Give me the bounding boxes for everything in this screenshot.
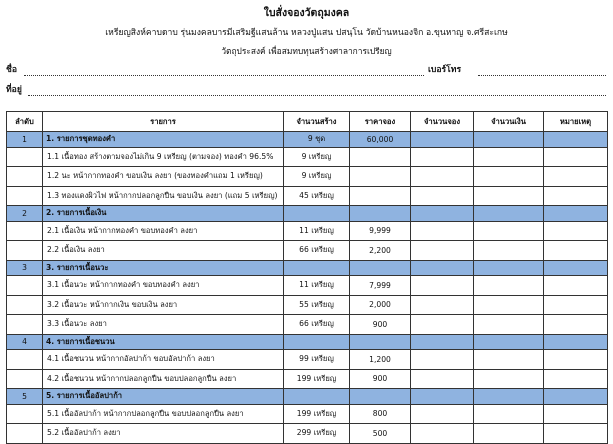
order-count-cell[interactable]: [411, 295, 474, 315]
order-count-cell: [411, 132, 474, 148]
item-price: 900: [350, 369, 411, 389]
item-price: 900: [350, 315, 411, 335]
note-cell[interactable]: [544, 404, 608, 424]
section-row: [7, 132, 608, 148]
note-cell[interactable]: [544, 241, 608, 261]
item-price: [350, 167, 411, 187]
section-number: 4: [7, 334, 43, 350]
amount-cell[interactable]: [474, 186, 544, 206]
item-quantity: 199 เหรียญ: [284, 404, 350, 424]
column-header: จำนวนจอง: [411, 112, 474, 132]
row-number-cell: [7, 404, 43, 424]
note-cell[interactable]: [544, 147, 608, 167]
note-cell: [544, 132, 608, 148]
note-cell[interactable]: [544, 424, 608, 444]
section-price: 60,000: [350, 132, 411, 148]
section-name: 5. รายการเนื้ออัลปาก้า: [43, 389, 284, 405]
amount-cell: [474, 132, 544, 148]
address-field[interactable]: [28, 94, 606, 96]
section-quantity: 9 ชุด: [284, 132, 350, 148]
table-row: [7, 276, 608, 296]
note-cell: [544, 260, 608, 276]
table-row: [7, 167, 608, 187]
amount-cell[interactable]: [474, 369, 544, 389]
row-number-cell: [7, 167, 43, 187]
order-count-cell[interactable]: [411, 167, 474, 187]
note-cell: [544, 389, 608, 405]
order-count-cell: [411, 389, 474, 405]
section-number: 5: [7, 389, 43, 405]
note-cell[interactable]: [544, 186, 608, 206]
item-price: 1,200: [350, 350, 411, 370]
row-number-cell: [7, 241, 43, 261]
item-quantity: 11 เหรียญ: [284, 276, 350, 296]
row-number-cell: [7, 276, 43, 296]
page-title: ใบสั่งจองวัตถุมงคล: [263, 7, 350, 19]
note-cell[interactable]: [544, 167, 608, 187]
row-number-cell: [7, 350, 43, 370]
item-price: 7,999: [350, 276, 411, 296]
item-quantity: 199 เหรียญ: [284, 369, 350, 389]
amount-cell[interactable]: [474, 404, 544, 424]
item-name: 1.3 ทองแดงผิวไฟ หน้ากากปลอกลูกปืน ขอบเงิน ลงยา (แถม 5 เหรียญ): [43, 186, 284, 206]
name-field[interactable]: [24, 74, 424, 76]
table-row: [7, 186, 608, 206]
item-quantity: 299 เหรียญ: [284, 424, 350, 444]
amount-cell: [474, 334, 544, 350]
order-count-cell: [411, 260, 474, 276]
item-quantity: 11 เหรียญ: [284, 221, 350, 241]
amount-cell[interactable]: [474, 350, 544, 370]
amount-cell: [474, 260, 544, 276]
amount-cell[interactable]: [474, 295, 544, 315]
item-name: 2.1 เนื้อเงิน หน้ากากทองคำ ขอบทองคำ ลงยา: [43, 221, 284, 241]
item-quantity: 55 เหรียญ: [284, 295, 350, 315]
page-subtitle: เหรียญสิงห์คาบดาบ รุ่นมงคลบารมีเสริมฐีแสนล้าน หลวงปู่แสน ปสนฺโน วัดบ้านหนองจิก อ.ขุนหาญ จ.ศรีสะเกษ: [105, 28, 508, 38]
order-count-cell[interactable]: [411, 221, 474, 241]
order-count-cell[interactable]: [411, 186, 474, 206]
amount-cell: [474, 206, 544, 222]
section-quantity: [284, 389, 350, 405]
column-header: จำนวนสร้าง: [284, 112, 350, 132]
item-name: 4.1 เนื้อชนวน หน้ากากอัลปาก้า ขอบอัลปาก้า ลงยา: [43, 350, 284, 370]
column-header: ราคาจอง: [350, 112, 411, 132]
column-header: จำนวนเงิน: [474, 112, 544, 132]
section-name: 1. รายการชุดทองคำ: [43, 132, 284, 148]
section-price: [350, 260, 411, 276]
section-row: [7, 260, 608, 276]
amount-cell[interactable]: [474, 221, 544, 241]
item-quantity: 99 เหรียญ: [284, 350, 350, 370]
order-count-cell[interactable]: [411, 350, 474, 370]
order-table: [6, 111, 608, 444]
order-count-cell[interactable]: [411, 315, 474, 335]
address-label: ที่อยู่: [6, 85, 22, 95]
row-number-cell: [7, 221, 43, 241]
item-name: 3.3 เนื้อนวะ ลงยา: [43, 315, 284, 335]
order-count-cell[interactable]: [411, 276, 474, 296]
item-name: 1.1 เนื้อทอง สร้างตามจองไม่เกิน 9 เหรียญ (ตามจอง) ทองคำ 96.5%: [43, 147, 284, 167]
amount-cell[interactable]: [474, 315, 544, 335]
table-row: [7, 350, 608, 370]
item-price: 500: [350, 424, 411, 444]
section-number: 3: [7, 260, 43, 276]
row-number-cell: [7, 186, 43, 206]
item-name: 4.2 เนื้อชนวน หน้ากากปลอกลูกปืน ขอบปลอกลูกปืน ลงยา: [43, 369, 284, 389]
section-row: [7, 389, 608, 405]
item-name: 5.2 เนื้ออัลปาก้า ลงยา: [43, 424, 284, 444]
table-body: [7, 132, 608, 444]
order-count-cell: [411, 206, 474, 222]
table-row: [7, 404, 608, 424]
note-cell[interactable]: [544, 276, 608, 296]
section-quantity: [284, 334, 350, 350]
amount-cell[interactable]: [474, 167, 544, 187]
order-count-cell[interactable]: [411, 147, 474, 167]
column-header: หมายเหตุ: [544, 112, 608, 132]
order-count-cell: [411, 334, 474, 350]
section-name: 3. รายการเนื้อนวะ: [43, 260, 284, 276]
column-header: ลำดับ: [7, 112, 43, 132]
note-cell[interactable]: [544, 369, 608, 389]
note-cell[interactable]: [544, 295, 608, 315]
note-cell[interactable]: [544, 315, 608, 335]
section-quantity: [284, 206, 350, 222]
phone-field[interactable]: [478, 74, 606, 76]
section-price: [350, 334, 411, 350]
section-number: 2: [7, 206, 43, 222]
section-quantity: [284, 260, 350, 276]
section-price: [350, 206, 411, 222]
item-name: 5.1 เนื้ออัลปาก้า หน้ากากปลอกลูกปืน ขอบปลอกลูกปืน ลงยา: [43, 404, 284, 424]
item-quantity: 66 เหรียญ: [284, 241, 350, 261]
item-quantity: 66 เหรียญ: [284, 315, 350, 335]
item-price: [350, 186, 411, 206]
table-row: [7, 369, 608, 389]
section-row: [7, 334, 608, 350]
amount-cell[interactable]: [474, 424, 544, 444]
order-count-cell[interactable]: [411, 424, 474, 444]
row-number-cell: [7, 295, 43, 315]
section-price: [350, 389, 411, 405]
table-row: [7, 221, 608, 241]
order-count-cell[interactable]: [411, 369, 474, 389]
amount-cell[interactable]: [474, 276, 544, 296]
row-number-cell: [7, 315, 43, 335]
item-price: 2,000: [350, 295, 411, 315]
item-price: 800: [350, 404, 411, 424]
table-row: [7, 241, 608, 261]
note-cell[interactable]: [544, 221, 608, 241]
item-quantity: 45 เหรียญ: [284, 186, 350, 206]
order-count-cell[interactable]: [411, 241, 474, 261]
note-cell[interactable]: [544, 350, 608, 370]
item-price: [350, 147, 411, 167]
section-row: [7, 206, 608, 222]
row-number-cell: [7, 424, 43, 444]
item-price: 9,999: [350, 221, 411, 241]
item-quantity: 9 เหรียญ: [284, 167, 350, 187]
amount-cell[interactable]: [474, 147, 544, 167]
row-number-cell: [7, 369, 43, 389]
table-row: [7, 424, 608, 444]
section-name: 2. รายการเนื้อเงิน: [43, 206, 284, 222]
item-name: 3.1 เนื้อนวะ หน้ากากทองคำ ขอบทองคำ ลงยา: [43, 276, 284, 296]
table-row: [7, 315, 608, 335]
item-name: 1.2 นะ หน้ากากทองคำ ขอบเงิน ลงยา (ของทองคำแถม 1 เหรียญ): [43, 167, 284, 187]
table-row: [7, 147, 608, 167]
item-name: 2.2 เนื้อเงิน ลงยา: [43, 241, 284, 261]
note-cell: [544, 334, 608, 350]
note-cell: [544, 206, 608, 222]
table-row: [7, 295, 608, 315]
table-header-row: [7, 112, 608, 132]
purpose-text: วัตถุประสงค์ เพื่อสมทบทุนสร้างศาลาการเปรียญ: [221, 46, 392, 56]
item-price: 2,200: [350, 241, 411, 261]
section-name: 4. รายการเนื้อชนวน: [43, 334, 284, 350]
item-name: 3.2 เนื้อนวะ หน้ากากเงิน ขอบเงิน ลงยา: [43, 295, 284, 315]
phone-label: เบอร์โทร: [428, 65, 462, 75]
column-header: รายการ: [43, 112, 284, 132]
name-label: ชื่อ: [6, 65, 17, 75]
item-quantity: 9 เหรียญ: [284, 147, 350, 167]
section-number: 1: [7, 132, 43, 148]
amount-cell: [474, 389, 544, 405]
row-number-cell: [7, 147, 43, 167]
amount-cell[interactable]: [474, 241, 544, 261]
order-count-cell[interactable]: [411, 404, 474, 424]
